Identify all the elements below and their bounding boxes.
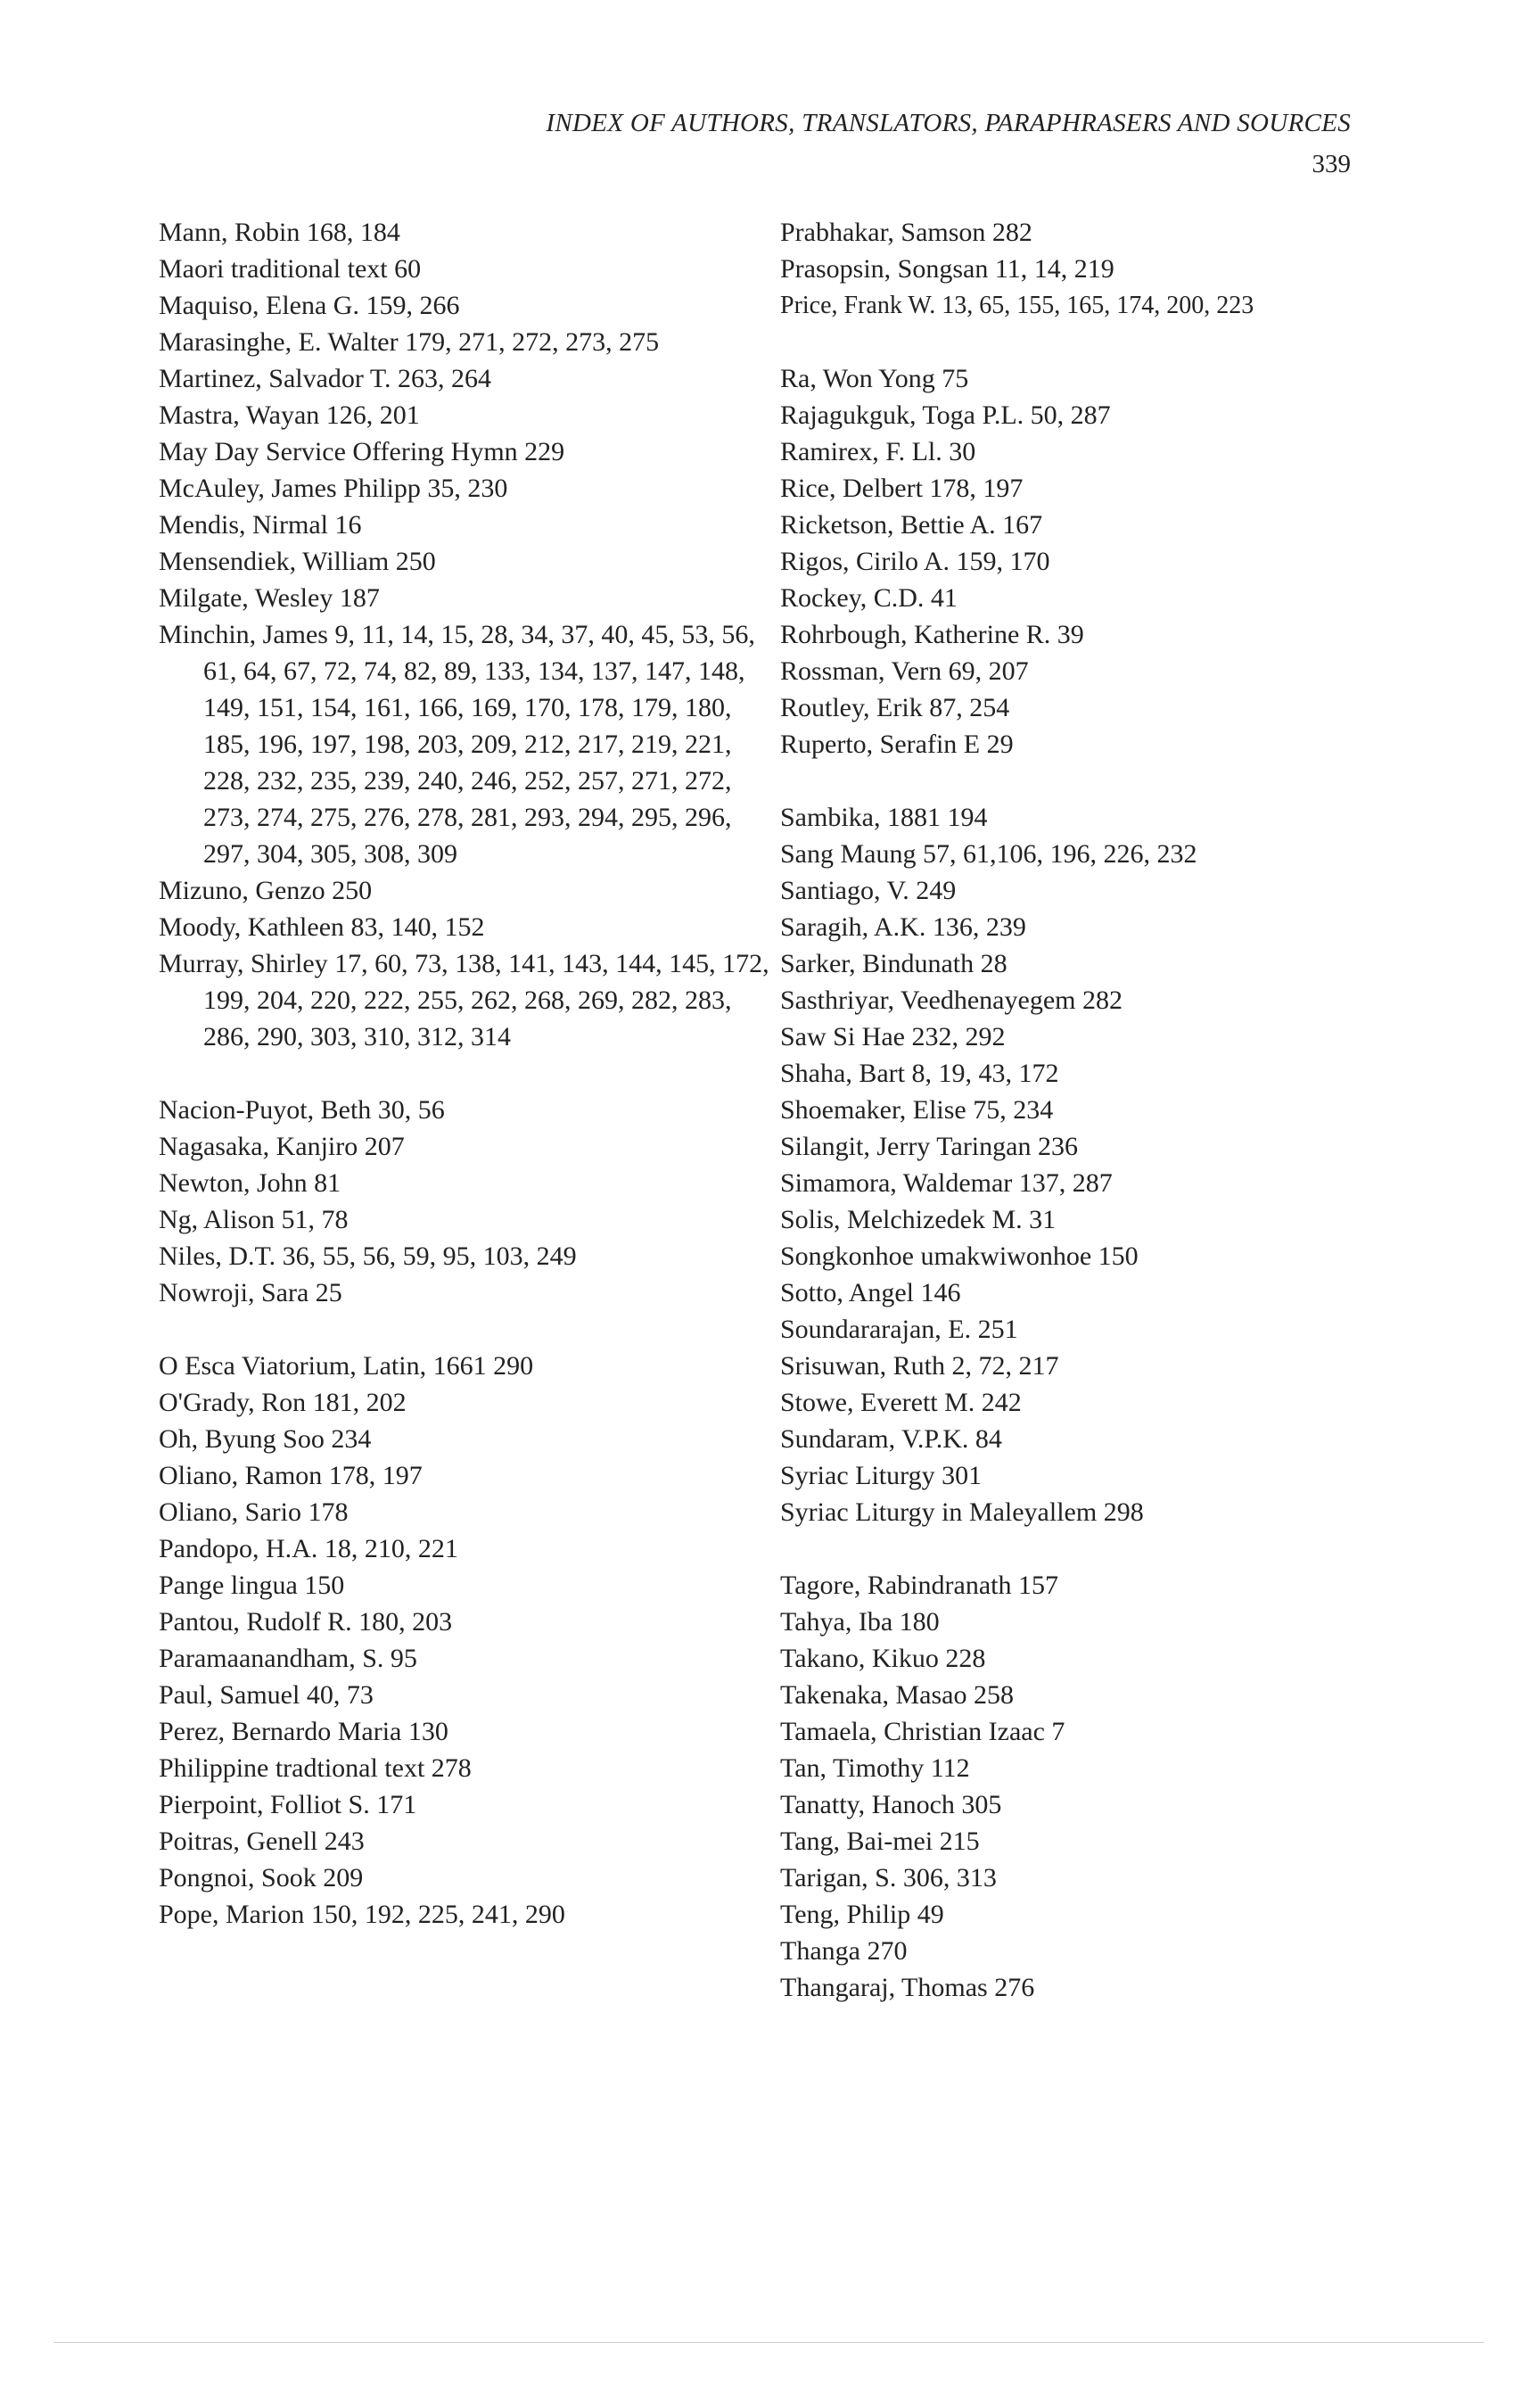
index-entry: Oh, Byung Soo 234: [159, 1424, 372, 1454]
index-entry: Mann, Robin 168, 184: [159, 218, 400, 247]
index-entry: Sang Maung 57, 61,106, 196, 226, 232: [780, 839, 1197, 869]
index-entry: Oliano, Sario 178: [159, 1497, 349, 1527]
index-entry: Sambika, 1881 194: [780, 803, 988, 832]
index-entry: Tamaela, Christian Izaac 7: [780, 1717, 1065, 1746]
index-entry: Newton, John 81: [159, 1168, 341, 1198]
index-entry: Pongnoi, Sook 209: [159, 1863, 364, 1893]
index-entry: Rajagukguk, Toga P.L. 50, 287: [780, 400, 1111, 430]
index-entry: Takenaka, Masao 258: [780, 1680, 1014, 1710]
index-entry: Paul, Samuel 40, 73: [159, 1680, 374, 1710]
index-entry: Takano, Kikuo 228: [780, 1644, 986, 1673]
index-entry: Pantou, Rudolf R. 180, 203: [159, 1607, 453, 1637]
index-group-r: [780, 360, 1369, 763]
index-entry: Pope, Marion 150, 192, 225, 241, 290: [159, 1900, 565, 1929]
index-entry: Pange lingua 150: [159, 1571, 345, 1600]
index-entry: Saw Si Hae 232, 292: [780, 1022, 1006, 1051]
index-entry: Poitras, Genell 243: [159, 1827, 365, 1856]
index-group-s: [780, 799, 1369, 1530]
index-entry: Tang, Bai-mei 215: [780, 1827, 980, 1856]
index-entry: Mizuno, Genzo 250: [159, 876, 373, 905]
index-entry: Silangit, Jerry Taringan 236: [780, 1132, 1078, 1161]
index-entry: Niles, D.T. 36, 55, 56, 59, 95, 103, 249: [159, 1241, 577, 1271]
index-entry: Thangaraj, Thomas 276: [780, 1973, 1035, 2002]
index-entry: Shoemaker, Elise 75, 234: [780, 1095, 1054, 1125]
running-header: INDEX OF AUTHORS, TRANSLATORS, PARAPHRASERS AND SOURCES: [546, 109, 1351, 137]
index-entry: McAuley, James Philipp 35, 230: [159, 474, 508, 503]
index-entry: Martinez, Salvador T. 263, 264: [159, 364, 491, 393]
index-entry: Routley, Erik 87, 254: [780, 693, 1010, 722]
index-entry: Simamora, Waldemar 137, 287: [780, 1168, 1113, 1198]
index-entry: Solis, Melchizedek M. 31: [780, 1205, 1057, 1234]
group-spacer: [780, 763, 1369, 799]
index-entry: Prasopsin, Songsan 11, 14, 219: [780, 254, 1114, 284]
index-entry: Maori traditional text 60: [159, 254, 422, 284]
index-entry: Teng, Philip 49: [780, 1900, 944, 1929]
group-spacer: [780, 324, 1369, 360]
index-entry: Syriac Liturgy in Maleyallem 298: [780, 1497, 1144, 1527]
index-entry: Santiago, V. 249: [780, 876, 957, 905]
index-entry: Sotto, Angel 146: [780, 1278, 961, 1307]
index-entry: Soundararajan, E. 251: [780, 1315, 1018, 1344]
index-entry: Ng, Alison 51, 78: [159, 1205, 349, 1234]
index-entry: Tagore, Rabindranath 157: [780, 1571, 1058, 1600]
index-entry: Songkonhoe umakwiwonhoe 150: [780, 1241, 1139, 1271]
index-group-t: [780, 1567, 1369, 2006]
index-entry: Pandopo, H.A. 18, 210, 221: [159, 1534, 458, 1563]
index-entry: Price, Frank W. 13, 65, 155, 165, 174, 200, 223: [780, 292, 1254, 319]
index-group-p: [780, 214, 1369, 324]
group-spacer: [159, 1055, 765, 1092]
index-entry: Tanatty, Hanoch 305: [780, 1790, 1002, 1819]
index-entry: Sasthriyar, Veedhenayegem 282: [780, 985, 1123, 1015]
index-entry: Murray, Shirley 17, 60, 73, 138, 141, 143, 144, 145, 172, 199, 204, 220, 222, 255, 262, 268, 269, 282, 283, 286, 290, 303, 310, 312, 314: [159, 949, 777, 1051]
index-entry: Paramaanandham, S. 95: [159, 1644, 417, 1673]
index-entry: Rohrbough, Katherine R. 39: [780, 620, 1084, 649]
index-entry: Rigos, Cirilo A. 159, 170: [780, 547, 1050, 576]
index-entry: Mastra, Wayan 126, 201: [159, 400, 420, 430]
index-entry: May Day Service Offering Hymn 229: [159, 437, 565, 466]
index-entry: Ruperto, Serafin E 29: [780, 730, 1014, 759]
index-group-m: [159, 214, 777, 1055]
index-entry: Saragih, A.K. 136, 239: [780, 912, 1026, 942]
index-entry: Sarker, Bindunath 28: [780, 949, 1008, 978]
index-group-n: [159, 1092, 765, 1311]
scan-edge-line: [53, 2342, 1485, 2343]
index-entry: Thanga 270: [780, 1936, 908, 1966]
index-entry: O Esca Viatorium, Latin, 1661 290: [159, 1351, 534, 1381]
index-entry: Syriac Liturgy 301: [780, 1461, 983, 1490]
index-entry: Philippine tradtional text 278: [159, 1753, 472, 1783]
index-column-right: [780, 214, 1369, 2006]
index-entry: Oliano, Ramon 178, 197: [159, 1461, 423, 1490]
index-entry: Milgate, Wesley 187: [159, 583, 380, 613]
index-entry: Mensendiek, William 250: [159, 547, 436, 576]
index-group-o-p: [159, 1348, 765, 1933]
index-entry: Ramirex, F. Ll. 30: [780, 437, 976, 466]
index-entry: Rossman, Vern 69, 207: [780, 656, 1029, 686]
index-entry: Pierpoint, Folliot S. 171: [159, 1790, 417, 1819]
index-entry: Ricketson, Bettie A. 167: [780, 510, 1043, 540]
index-entry: Tahya, Iba 180: [780, 1607, 940, 1637]
index-entry: Prabhakar, Samson 282: [780, 218, 1032, 247]
index-entry: Stowe, Everett M. 242: [780, 1388, 1022, 1417]
index-entry: Mendis, Nirmal 16: [159, 510, 362, 540]
index-entry: Nacion-Puyot, Beth 30, 56: [159, 1095, 445, 1125]
index-entry: Marasinghe, E. Walter 179, 271, 272, 273, 275: [159, 327, 660, 357]
index-entry: Shaha, Bart 8, 19, 43, 172: [780, 1059, 1059, 1088]
index-entry: Rice, Delbert 178, 197: [780, 474, 1024, 503]
index-entry: Maquiso, Elena G. 159, 266: [159, 291, 460, 320]
index-entry: Tarigan, S. 306, 313: [780, 1863, 997, 1893]
group-spacer: [159, 1311, 765, 1348]
index-entry: Nagasaka, Kanjiro 207: [159, 1132, 405, 1161]
index-entry: Ra, Won Yong 75: [780, 364, 969, 393]
index-column-left: [159, 214, 777, 1933]
index-entry: Nowroji, Sara 25: [159, 1278, 342, 1307]
page-number: 339: [1312, 150, 1351, 178]
index-entry: Sundaram, V.P.K. 84: [780, 1424, 1002, 1454]
index-entry: Moody, Kathleen 83, 140, 152: [159, 912, 485, 942]
group-spacer: [780, 1530, 1369, 1567]
index-entry: Rockey, C.D. 41: [780, 583, 958, 613]
index-entry: Tan, Timothy 112: [780, 1753, 970, 1783]
index-entry: O'Grady, Ron 181, 202: [159, 1388, 407, 1417]
index-entry: Minchin, James 9, 11, 14, 15, 28, 34, 37, 40, 45, 53, 56, 61, 64, 67, 72, 74, 82, 89, 133, 134, 137, 147, 148, 149, 151, 154, 161, 166, 169, 170, 178, 179, 180, 185, 196, 197, 198, 203, 209, 212, 217, 219, 221, 228, 232, 235, 239, 240, 246, 252, 257, 271, 272, 273, 274, 275, 276, 278, 281, 293, 294, 295, 296, 297, 304, 305, 308, 309: [159, 620, 762, 869]
index-entry: Srisuwan, Ruth 2, 72, 217: [780, 1351, 1059, 1381]
index-entry: Perez, Bernardo Maria 130: [159, 1717, 448, 1746]
